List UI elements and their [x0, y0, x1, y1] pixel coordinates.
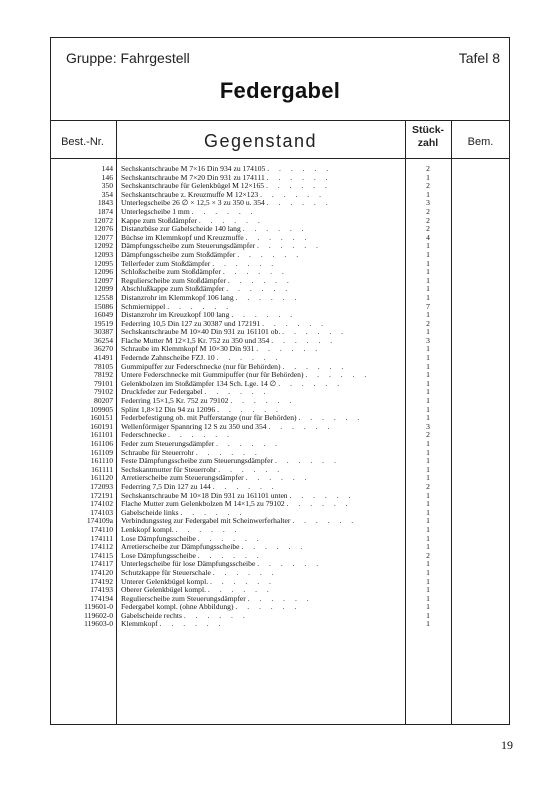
part-description: Gummipuffer zur Federschnecke (nur für Behörden) . . . . . . [121, 362, 348, 371]
part-number: 119603-0 [84, 619, 113, 629]
leader-dots: . . . . . . [247, 594, 313, 603]
leader-dots: . . . . . . [292, 517, 358, 526]
leader-dots: . . . . . . [230, 397, 296, 406]
table-row [52, 620, 508, 629]
part-number: 161111 [91, 464, 113, 474]
part-description: Dämpfungsscheibe zum Steuerungsdämpfer . . . . . . [121, 242, 322, 251]
leader-dots: . . . . . . [212, 568, 278, 577]
table-row [52, 363, 508, 372]
table-row [52, 165, 508, 174]
leader-dots: . . . . . . [222, 268, 288, 277]
page-title: Federgabel [219, 78, 341, 103]
part-description: Wellenförmiger Spannring 12 S zu 350 und 354 . . . . . . [121, 422, 334, 431]
leader-dots: . . . . . . [268, 422, 334, 431]
table-row [52, 371, 508, 380]
part-description: Distanzrohr im Kreuzkopf 100 lang . . . . . . [121, 311, 297, 320]
tafel-label: Tafel 8 [458, 50, 500, 66]
leader-dots: . . . . . . [241, 543, 307, 552]
part-number: 174120 [90, 567, 113, 577]
table-row [52, 345, 508, 354]
leader-dots: . . . . . . [282, 362, 348, 371]
leader-dots: . . . . . . [218, 465, 284, 474]
part-number: 1874 [97, 206, 113, 216]
part-description: Unterlegscheibe für lose Dämpfungsscheibe . . . . . . [121, 560, 323, 569]
leader-dots: . . . . . . [286, 500, 352, 509]
quantity: 2 [426, 550, 430, 560]
part-description: Unterlegscheibe 26 ∅ × 12,5 × 3 zu 350 u. 354 . . . . . . [121, 199, 332, 208]
table-row [52, 569, 508, 578]
part-number: 36270 [94, 344, 113, 354]
leader-dots: . . . . . . [266, 173, 332, 182]
table-row [52, 431, 508, 440]
quantity: 1 [426, 464, 430, 474]
part-number: 30387 [94, 327, 113, 337]
leader-dots: . . . . . . [237, 250, 303, 259]
leader-dots: . . . . . . [175, 525, 241, 534]
quantity: 1 [426, 524, 430, 534]
part-description: Gabelscheide links . . . . . . [121, 508, 246, 517]
part-description: Federring 15×1,5 Kr. 752 zu 79102 . . . . . . [121, 397, 296, 406]
table-row [52, 560, 508, 569]
part-number: 161120 [90, 473, 113, 483]
table-row [52, 612, 508, 621]
table-row [52, 578, 508, 587]
part-number: 174194 [90, 593, 113, 603]
table-row [52, 234, 508, 243]
column-header-bem: Bem. [467, 136, 494, 148]
part-description: Druckfeder zur Federgabel . . . . . . [121, 388, 270, 397]
part-number: 174115 [90, 550, 113, 560]
table-row [52, 543, 508, 552]
part-description: Lose Dämpfungsscheibe . . . . . . [121, 551, 263, 560]
leader-dots: . . . . . . [289, 491, 355, 500]
group-label: Gruppe: Fahrgestell [66, 50, 190, 66]
part-description: Schmiernippel . . . . . . [121, 302, 233, 311]
part-number: 79101 [94, 378, 113, 388]
table-row [52, 603, 508, 612]
part-number: 172191 [90, 490, 113, 500]
quantity: 1 [426, 593, 430, 603]
part-number: 174112 [90, 542, 113, 552]
part-number: 12072 [94, 215, 113, 225]
part-description: Schraube für Steuerrohr . . . . . . [121, 448, 261, 457]
leader-dots: . . . . . . [260, 190, 325, 199]
quantity: 1 [426, 361, 430, 371]
quantity: 1 [426, 585, 430, 595]
table-row [52, 449, 508, 458]
part-number: 160191 [90, 421, 113, 431]
part-number: 12076 [94, 224, 113, 234]
leader-dots: . . . . . . [235, 293, 301, 302]
part-description: Regulierscheibe zum Stoßdämpfer . . . . . . [121, 276, 293, 285]
table-row [52, 320, 508, 329]
table-row [52, 268, 508, 277]
leader-dots: . . . . . . [191, 207, 257, 216]
quantity: 1 [426, 172, 430, 182]
leader-dots: . . . . . . [298, 414, 364, 423]
leader-dots: . . . . . . [265, 182, 331, 191]
quantity: 1 [426, 507, 430, 517]
leader-dots: . . . . . . [197, 534, 263, 543]
quantity: 1 [426, 439, 430, 448]
quantity: 1 [426, 602, 430, 612]
leader-dots: . . . . . . [227, 276, 293, 285]
leader-dots: . . . . . . [235, 603, 301, 612]
part-number: 160151 [90, 413, 113, 423]
quantity: 1 [426, 447, 430, 457]
part-description: Büchse im Klemmkopf und Kreuzmuffe . . . . . . [121, 233, 311, 242]
part-number: 161110 [90, 456, 113, 466]
part-number: 80207 [94, 396, 113, 406]
table-row [52, 552, 508, 561]
table-row [52, 225, 508, 234]
quantity: 1 [426, 456, 430, 466]
part-number: 79102 [94, 387, 113, 397]
quantity: 1 [426, 241, 430, 251]
quantity: 1 [426, 292, 430, 302]
page-number: 19 [501, 738, 513, 752]
leader-dots: . . . . . . [257, 242, 322, 251]
quantity: 1 [426, 396, 430, 406]
leader-dots: . . . . . . [267, 165, 333, 173]
table-row [52, 492, 508, 501]
quantity: 1 [426, 189, 430, 199]
table-row [52, 380, 508, 389]
leader-dots: . . . . . . [159, 620, 225, 629]
leader-dots: . . . . . . [266, 199, 332, 208]
quantity: 1 [426, 610, 430, 620]
table-row [52, 509, 508, 518]
table-row [52, 328, 508, 337]
leader-dots: . . . . . . [197, 551, 263, 560]
table-row [52, 526, 508, 535]
part-number: 119601-0 [84, 602, 113, 612]
leader-dots: . . . . . . [256, 345, 322, 354]
leader-dots: . . . . . . [198, 216, 264, 225]
leader-dots: . . . . . . [282, 328, 348, 337]
part-number: 12096 [94, 267, 113, 277]
table-row [52, 277, 508, 286]
part-description: Dämpfungsscheibe zum Stoßdämpfer . . . . . . [121, 250, 303, 259]
part-description: Federschnecke . . . . . . [121, 431, 233, 440]
leader-dots: . . . . . . [180, 508, 246, 517]
leader-dots: . . . . . . [245, 233, 311, 242]
part-number: 174103 [90, 507, 113, 517]
leader-dots: . . . . . . [271, 336, 337, 345]
column-header-stueckzahl-line1: Stück- [411, 124, 445, 136]
table-row [52, 517, 508, 526]
table-row [52, 595, 508, 604]
part-description: Unterer Gelenkbügel kompl. . . . . . . [121, 577, 275, 586]
table-row [52, 535, 508, 544]
part-description: Sechskantschraube M 10×18 Din 931 zu 161101 unten . . . . . . [121, 491, 355, 500]
quantity: 1 [426, 473, 430, 483]
quantity: 1 [426, 413, 430, 423]
table-row [52, 500, 508, 509]
part-description: Distanzrohr im Klemmkopf 106 lang . . . . . . [121, 293, 301, 302]
column-header-best-nr: Best.-Nr. [61, 136, 104, 148]
table-row [52, 483, 508, 492]
part-description: Sechskantschraube M 10×40 Din 931 zu 161101 ob. . . . . . . [121, 328, 348, 337]
part-number: 109905 [90, 404, 113, 414]
quantity: 1 [426, 249, 430, 259]
table-row [52, 586, 508, 595]
leader-dots: . . . . . . [216, 354, 282, 363]
part-number: 174110 [90, 524, 113, 534]
part-description: Tellerfeder zum Stoßdämpfer . . . . . . [121, 259, 278, 268]
part-description: Lenkkopf kompl. . . . . . . [121, 525, 241, 534]
part-description: Distanzbüse zur Gabelscheide 140 lang . . . . . . [121, 225, 308, 234]
table-row [52, 388, 508, 397]
quantity: 1 [426, 370, 430, 380]
table-row [52, 457, 508, 466]
part-number: 19519 [94, 318, 113, 328]
part-description: Gabelscheide rechts . . . . . . [121, 611, 249, 620]
part-description: Schloßscheibe zum Stoßdämpfer . . . . . . [121, 268, 288, 277]
part-description: Gelenkbolzen im Stoßdämpfer 134 Sch. Lge. 14 ∅ . . . . . . [121, 379, 344, 388]
leader-dots: . . . . . . [226, 285, 292, 294]
part-number: 12092 [94, 241, 113, 251]
quantity: 1 [426, 404, 430, 414]
part-number: 1843 [97, 198, 113, 208]
part-description: Flache Mutter zum Gelenkbolzen M 14×1,5 zu 79102 . . . . . . [121, 500, 352, 509]
leader-dots: . . . . . . [231, 311, 297, 320]
part-description: Arretierscheibe zum Steuerungsdämpfer . . . . . . [121, 474, 311, 483]
column-header-stueckzahl-line2: zahl [417, 137, 439, 149]
leader-dots: . . . . . . [217, 405, 282, 414]
part-number: 161106 [90, 439, 113, 448]
part-description: Schraube im Klemmkopf M 10×30 Din 931 . . . . . . [121, 345, 322, 354]
table-row [52, 260, 508, 269]
column-header-gegenstand: Gegenstand [203, 131, 318, 151]
leader-dots: . . . . . . [245, 474, 311, 483]
table-row [52, 294, 508, 303]
quantity: 1 [426, 258, 430, 268]
part-description: Flache Mutter M 12×1,5 Kr. 752 zu 350 und 354 . . . . . . [121, 336, 337, 345]
part-number: 354 [101, 189, 113, 199]
quantity: 1 [426, 516, 430, 526]
leader-dots: . . . . . . [207, 586, 273, 595]
table-row [52, 337, 508, 346]
quantity: 2 [426, 215, 430, 225]
leader-dots: . . . . . . [204, 388, 270, 397]
part-description: Sechskantschraube M 7×16 Din 934 zu 174105 . . . . . . [121, 165, 333, 173]
quantity: 1 [426, 353, 430, 363]
quantity: 2 [426, 164, 430, 173]
table-row [52, 397, 508, 406]
quantity: 2 [426, 181, 430, 191]
part-number: 78192 [94, 370, 113, 380]
quantity: 3 [426, 198, 430, 208]
leader-dots: . . . . . . [168, 431, 233, 440]
part-description: Feder zum Steuerungsdämpfer . . . . . . [121, 440, 282, 448]
quantity: 4 [426, 232, 430, 242]
leader-dots: . . . . . . [167, 302, 233, 311]
part-description: Abschlußkappe zum Stoßdämpfer . . . . . . [121, 285, 292, 294]
column-header-stueckzahl [406, 124, 450, 150]
table-row [52, 354, 508, 363]
quantity: 2 [426, 481, 430, 491]
part-description: Splint 1,8×12 Din 94 zu 12096 . . . . . . [121, 405, 282, 414]
quantity: 1 [426, 499, 430, 509]
quantity: 1 [426, 559, 430, 569]
part-description: Lose Dämpfungsscheibe . . . . . . [121, 534, 263, 543]
quantity: 1 [426, 619, 430, 629]
table-row [52, 174, 508, 183]
quantity: 7 [426, 301, 430, 311]
quantity: 2 [426, 224, 430, 234]
part-number: 36254 [94, 335, 113, 345]
quantity: 2 [426, 318, 430, 328]
part-number: 174111 [90, 533, 113, 543]
leader-dots: . . . . . . [183, 611, 249, 620]
part-number: 350 [101, 181, 113, 191]
part-description: Sechskantschraube z. Kreuzmuffe M 12×123 . . . . . . [121, 190, 325, 199]
quantity: 2 [426, 430, 430, 440]
quantity: 1 [426, 387, 430, 397]
quantity: 1 [426, 567, 430, 577]
part-description: Regulierscheibe zum Steuerungsdämpfer . . . . . . [121, 594, 313, 603]
part-description: Federring 7,5 Din 127 zu 144 . . . . . . [121, 482, 278, 491]
quantity: 2 [426, 206, 430, 216]
part-number: 174102 [90, 499, 113, 509]
part-description: Sechskantmutter für Steuerrohr . . . . . . [121, 465, 284, 474]
quantity: 1 [426, 378, 430, 388]
table-row [52, 440, 508, 449]
part-number: 146 [101, 172, 113, 182]
part-number: 12099 [94, 284, 113, 294]
part-number: 174109a [86, 516, 113, 526]
part-description: Feste Dämpfungsscheibe zum Steuerungsdämpfer . . . . . . [121, 457, 340, 466]
part-description: Kappe zum Stoßdämpfer . . . . . . [121, 216, 264, 225]
part-number: 174193 [90, 585, 113, 595]
quantity: 1 [426, 533, 430, 543]
leader-dots: . . . . . . [216, 440, 282, 448]
leader-dots: . . . . . . [212, 482, 278, 491]
part-description: Federgabel kompl. (ohne Abbildung) . . . . . . [121, 603, 301, 612]
quantity: 1 [426, 576, 430, 586]
table-row [52, 191, 508, 200]
part-number: 174117 [90, 559, 113, 569]
part-description: Schutzkappe für Steuerschale . . . . . . [121, 568, 278, 577]
part-description: Unterlegscheibe 1 mm . . . . . . [121, 207, 257, 216]
part-number: 172093 [90, 481, 113, 491]
part-number: 12095 [94, 258, 113, 268]
leader-dots: . . . . . . [242, 225, 308, 234]
quantity: 1 [426, 344, 430, 354]
part-number: 119602-0 [84, 610, 113, 620]
quantity: 1 [426, 310, 430, 320]
table-row [52, 406, 508, 415]
table-top-rule [50, 120, 510, 121]
part-number: 161101 [90, 430, 113, 440]
part-number: 161109 [90, 447, 113, 457]
quantity: 1 [426, 284, 430, 294]
table-row [52, 285, 508, 294]
table-row [52, 466, 508, 475]
part-number: 41491 [94, 353, 113, 363]
part-description: Federring 10,5 Din 127 zu 30387 und 172191 . . . . . . [121, 319, 328, 328]
quantity: 1 [426, 267, 430, 277]
part-number: 15086 [94, 301, 113, 311]
part-description: Arretierscheibe zur Dämpfungsscheibe . . . . . . [121, 543, 307, 552]
table-row [52, 242, 508, 251]
part-description: Sechskantschraube M 7×20 Din 931 zu 174111 . . . . . . [121, 173, 332, 182]
leader-dots: . . . . . . [257, 560, 323, 569]
parts-table-body [52, 165, 508, 629]
leader-dots: . . . . . . [274, 457, 340, 466]
quantity: 3 [426, 335, 430, 345]
table-row [52, 303, 508, 312]
table-row [52, 217, 508, 226]
part-number: 16049 [94, 310, 113, 320]
part-description: Oberer Gelenkbügel kompl. . . . . . . [121, 586, 273, 595]
part-description: Verbindungssteg zur Federgabel mit Scheinwerferhalter . . . . . . [121, 517, 358, 526]
part-number: 12077 [94, 232, 113, 242]
table-row [52, 311, 508, 320]
leader-dots: . . . . . . [212, 259, 278, 268]
table-row [52, 251, 508, 260]
part-description: Untere Federschnecke mit Gummipuffer (nur für Behörden) . . . . . . [121, 371, 371, 380]
quantity: 1 [426, 542, 430, 552]
quantity: 3 [426, 421, 430, 431]
leader-dots: . . . . . . [278, 379, 344, 388]
part-number: 12097 [94, 275, 113, 285]
table-row [52, 208, 508, 217]
quantity: 1 [426, 275, 430, 285]
leader-dots: . . . . . . [262, 319, 328, 328]
part-description: Sechskantschraube für Gelenkbügel M 12×165 . . . . . . [121, 182, 331, 191]
leader-dots: . . . . . . [210, 577, 275, 586]
quantity: 1 [426, 327, 430, 337]
part-description: Federbefestigung ob. mit Pufferstange (nur für Behörden) . . . . . . [121, 414, 364, 423]
part-number: 12558 [94, 292, 113, 302]
table-row [52, 414, 508, 423]
part-number: 144 [101, 164, 113, 173]
table-header-rule [50, 158, 510, 159]
part-number: 12093 [94, 249, 113, 259]
quantity: 1 [426, 490, 430, 500]
table-row [52, 474, 508, 483]
part-description: Federnde Zahnscheibe FZJ. 10 . . . . . . [121, 354, 282, 363]
table-row [52, 423, 508, 432]
leader-dots: . . . . . . [305, 371, 371, 380]
part-number: 174192 [90, 576, 113, 586]
leader-dots: . . . . . . [195, 448, 261, 457]
table-row [52, 182, 508, 191]
table-row [52, 199, 508, 208]
part-number: 78105 [94, 361, 113, 371]
part-description: Klemmkopf . . . . . . [121, 620, 225, 629]
